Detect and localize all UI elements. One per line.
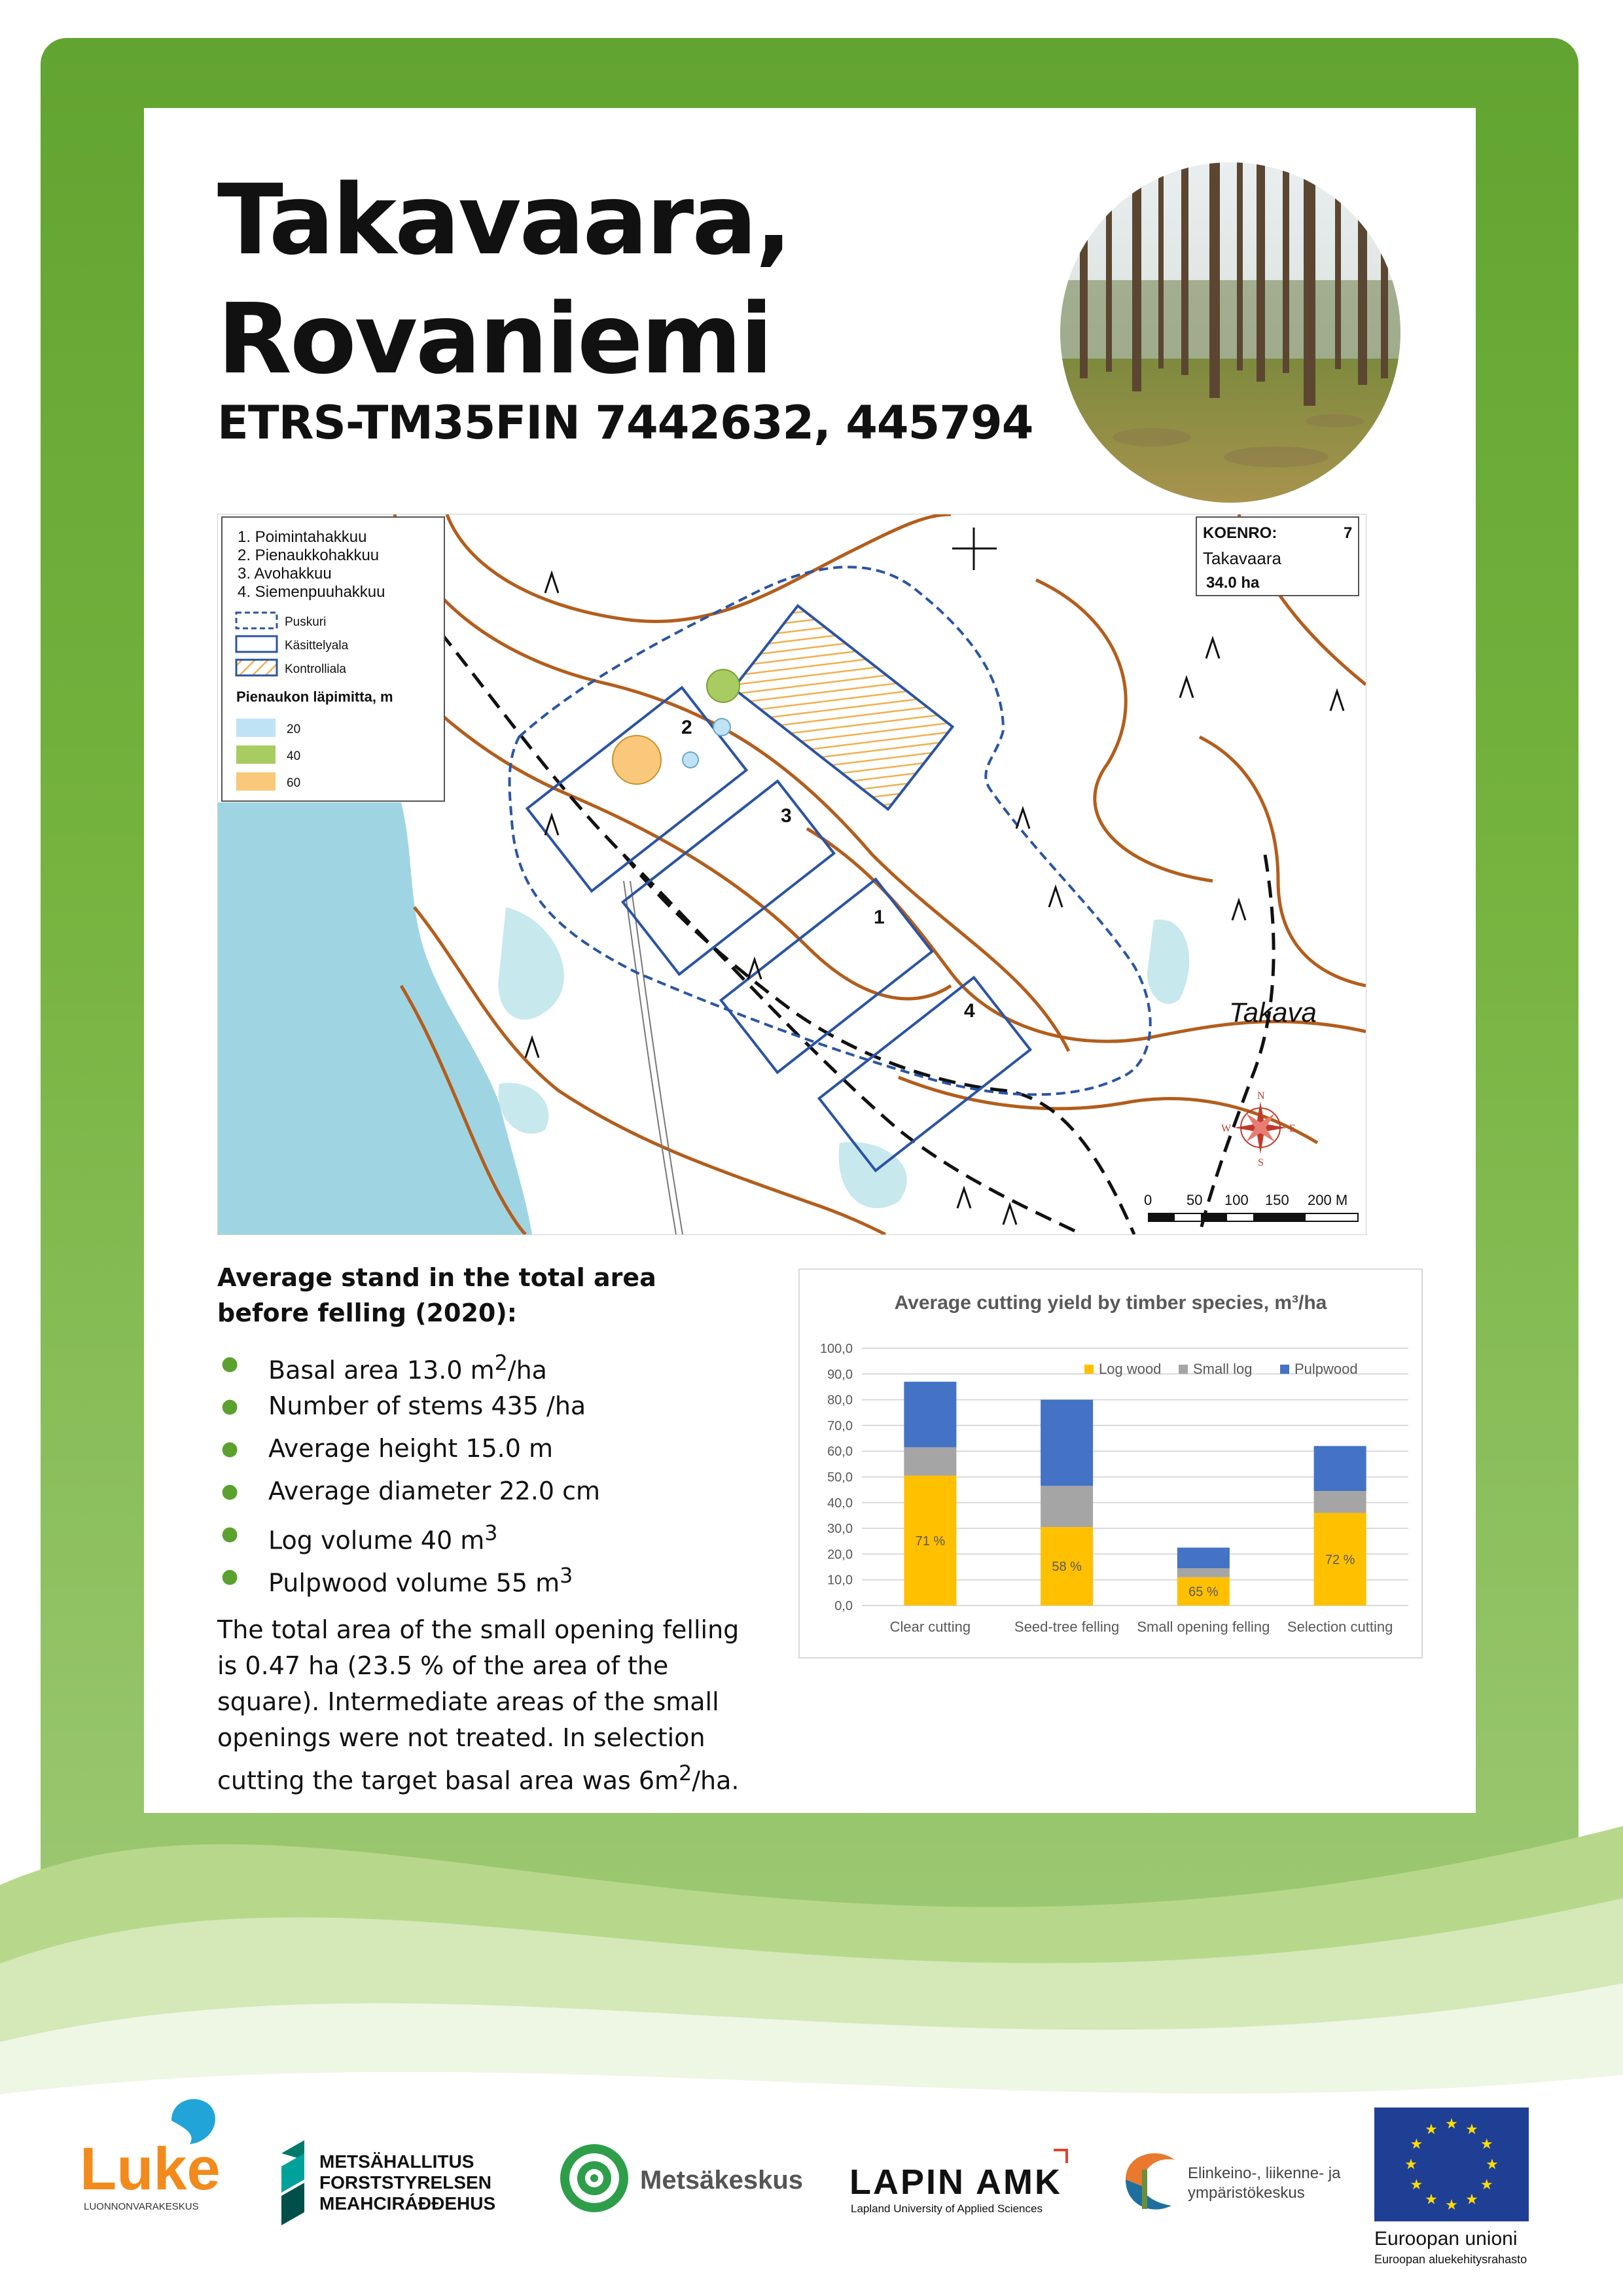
metsahallitus-line-2: FORSTSTYRELSEN xyxy=(319,2172,491,2193)
lapin-sub: Lapland University of Applied Sciences xyxy=(851,2202,1043,2215)
stand-heading-line-1: Average stand in the total area xyxy=(217,1263,656,1292)
bullet-icon: ● xyxy=(221,1522,239,1545)
stand-item-sup: 3 xyxy=(484,1522,498,1545)
legend-treatment: 3. Avohakkuu xyxy=(238,565,332,583)
legend-treatment-area: Käsittelyala xyxy=(285,639,349,653)
stand-item xyxy=(217,1385,806,1427)
stand-note-sup: 2 xyxy=(679,1762,692,1785)
y-tick-label: 10,0 xyxy=(827,1573,853,1588)
x-tick-label: Small opening felling xyxy=(1137,1619,1270,1635)
x-tick-label: Seed-tree felling xyxy=(1014,1619,1120,1635)
yield-chart xyxy=(798,1268,1423,1659)
eu-star-icon: ★ xyxy=(1465,2191,1478,2208)
legend-control-area: Kontrolliala xyxy=(285,662,346,676)
opening-20 xyxy=(683,752,698,768)
y-tick-label: 30,0 xyxy=(827,1522,853,1537)
decorative-waves xyxy=(0,1767,1623,2134)
eu-sub: Euroopan aluekehitysrahasto xyxy=(1374,2253,1527,2266)
y-tick-label: 90,0 xyxy=(827,1367,853,1382)
info-area: 34.0 ha xyxy=(1206,574,1260,592)
opening-20 xyxy=(713,719,730,736)
legend-opening-40: 40 xyxy=(287,749,301,763)
site-map xyxy=(217,514,1366,1235)
legend-opening-20: 20 xyxy=(287,723,301,736)
partner-logos xyxy=(0,2081,1623,2296)
lapin-name: LAPIN AMK xyxy=(849,2162,1062,2202)
plot-number-3: 3 xyxy=(781,805,792,827)
ely-logo xyxy=(1126,2153,1341,2210)
plot-number-2: 2 xyxy=(681,717,692,738)
stand-heading xyxy=(217,1260,806,1331)
ely-line-2: ympäristökeskus xyxy=(1188,2184,1305,2202)
y-tick-label: 40,0 xyxy=(827,1496,853,1511)
scale-label: 50 xyxy=(1186,1192,1203,1208)
info-box xyxy=(1196,517,1359,596)
x-tick-label: Selection cutting xyxy=(1287,1619,1393,1635)
plot-number-1: 1 xyxy=(874,906,885,928)
compass-s: S xyxy=(1258,1157,1264,1168)
y-tick-label: 20,0 xyxy=(827,1547,853,1562)
eu-star-icon: ★ xyxy=(1480,2176,1493,2193)
stand-item-suffix: /ha xyxy=(507,1355,547,1385)
bar-segment xyxy=(1041,1400,1093,1486)
stand-heading-line-2: before felling (2020): xyxy=(217,1299,517,1327)
opening-60 xyxy=(613,736,661,784)
stand-item xyxy=(217,1555,806,1598)
stand-item xyxy=(217,1427,806,1470)
luke-logo xyxy=(80,2099,221,2212)
legend-label: Small log xyxy=(1193,1361,1253,1377)
metsakeskus-name: Metsäkeskus xyxy=(640,2166,804,2195)
eu-star-icon: ★ xyxy=(1404,2156,1418,2172)
legend-opening-60: 60 xyxy=(287,776,301,790)
y-tick-label: 100,0 xyxy=(819,1342,853,1356)
lapin-amk-logo xyxy=(849,2150,1067,2215)
legend-swatch xyxy=(1084,1365,1094,1374)
bullet-icon: ● xyxy=(221,1352,239,1375)
bar-segment xyxy=(1314,1446,1366,1491)
y-tick-label: 0,0 xyxy=(834,1599,853,1613)
y-tick-label: 80,0 xyxy=(827,1393,853,1408)
bullet-icon: ● xyxy=(221,1395,239,1418)
compass-w: W xyxy=(1221,1123,1232,1134)
compass-n: N xyxy=(1257,1090,1265,1102)
info-name: Takavaara xyxy=(1203,548,1281,568)
stand-item-sup: 3 xyxy=(560,1564,573,1588)
bar-segment xyxy=(904,1447,956,1475)
forest-photo xyxy=(1060,162,1400,503)
legend-swatch xyxy=(1179,1365,1188,1374)
scale-label: 100 xyxy=(1224,1192,1249,1208)
metsahallitus-logo xyxy=(281,2140,495,2225)
bullet-icon: ● xyxy=(221,1480,239,1503)
yield-chart-svg xyxy=(800,1270,1421,1657)
stand-note-end: /ha. xyxy=(692,1766,740,1795)
metsakeskus-logo xyxy=(560,2144,803,2212)
eu-star-icon: ★ xyxy=(1445,2115,1458,2132)
chart-title: Average cutting yield by timber species, m³/ha xyxy=(894,1292,1327,1314)
stand-note xyxy=(217,1612,754,1799)
stand-note-text: The total area of the small opening felling is 0.47 ha (23.5 % of the area of the square). Intermediate areas of the small openings were not treated. In selection cutting the target basal area was 6m xyxy=(217,1615,740,1795)
page-title xyxy=(217,160,790,399)
stand-item xyxy=(217,1470,806,1513)
title-line-2: Rovaniemi xyxy=(217,283,772,395)
koenro-label: KOENRO: xyxy=(1203,524,1277,542)
scale-label: 200 M xyxy=(1308,1192,1348,1208)
stand-item-text: Number of stems 435 /ha xyxy=(268,1391,586,1420)
eu-star-icon: ★ xyxy=(1486,2156,1499,2172)
koenro-value: 7 xyxy=(1344,524,1353,542)
eu-star-icon: ★ xyxy=(1410,2176,1423,2193)
data-label: 72 % xyxy=(1325,1552,1355,1568)
bar-segment xyxy=(1314,1491,1366,1513)
bar-segment xyxy=(904,1382,956,1447)
y-tick-label: 70,0 xyxy=(827,1418,853,1433)
scale-label: 0 xyxy=(1144,1192,1152,1208)
stand-item-sup: 2 xyxy=(494,1352,508,1375)
data-label: 71 % xyxy=(915,1534,946,1549)
bar-segment xyxy=(1177,1568,1230,1577)
eu-star-icon: ★ xyxy=(1425,2121,1438,2138)
stand-description xyxy=(217,1260,806,1799)
stand-item-text: Pulpwood volume 55 m xyxy=(268,1568,560,1598)
ely-line-1: Elinkeino-, liikenne- ja xyxy=(1188,2164,1341,2182)
title-line-1: Takavaara, xyxy=(217,164,791,276)
stand-item xyxy=(217,1513,806,1555)
legend-buffer: Puskuri xyxy=(285,615,327,629)
opening-40 xyxy=(707,670,740,702)
map-legend xyxy=(222,517,444,801)
metsahallitus-line-1: METSÄHALLITUS xyxy=(319,2151,474,2172)
stand-item-text: Log volume 40 m xyxy=(268,1526,485,1555)
eu-flag-logo xyxy=(1374,2108,1529,2266)
legend-label: Log wood xyxy=(1099,1361,1162,1377)
compass-e: E xyxy=(1289,1123,1296,1134)
bullet-icon: ● xyxy=(221,1565,239,1588)
luke-sub: LUONNONVARAKESKUS xyxy=(84,2201,199,2212)
legend-treatment: 1. Poimintahakkuu xyxy=(238,528,367,546)
stand-item-text: Average height 15.0 m xyxy=(268,1434,554,1463)
x-tick-label: Clear cutting xyxy=(889,1619,971,1635)
luke-name: Luke xyxy=(80,2136,221,2202)
legend-swatch xyxy=(1280,1365,1289,1374)
metsahallitus-line-3: MEAHCIRÁÐÐEHUS xyxy=(319,2193,496,2214)
plot-number-4: 4 xyxy=(964,1000,975,1022)
stand-item-text: Average diameter 22.0 cm xyxy=(268,1477,601,1505)
eu-star-icon: ★ xyxy=(1410,2136,1423,2152)
bar-segment xyxy=(1041,1486,1093,1527)
stand-item-text: Basal area 13.0 m xyxy=(268,1355,495,1385)
eu-star-icon: ★ xyxy=(1425,2191,1438,2208)
coordinates: ETRS-TM35FIN 7442632, 445794 xyxy=(217,396,1033,450)
bar-segment xyxy=(1177,1548,1230,1568)
bullet-icon: ● xyxy=(221,1437,239,1460)
eu-star-icon: ★ xyxy=(1445,2197,1458,2213)
legend-opening-title: Pienaukon läpimitta, m xyxy=(236,689,393,705)
eu-star-icon: ★ xyxy=(1465,2121,1478,2138)
legend-label: Pulpwood xyxy=(1294,1361,1358,1377)
legend-treatment: 4. Siemenpuuhakkuu xyxy=(238,583,385,601)
data-label: 65 % xyxy=(1188,1585,1219,1600)
stand-item xyxy=(217,1342,806,1385)
stand-list xyxy=(217,1342,806,1598)
y-tick-label: 50,0 xyxy=(827,1470,853,1485)
y-tick-label: 60,0 xyxy=(827,1444,853,1460)
scale-label: 150 xyxy=(1265,1192,1289,1208)
place-label: Takava xyxy=(1229,997,1317,1028)
eu-star-icon: ★ xyxy=(1480,2136,1493,2152)
eu-name: Euroopan unioni xyxy=(1374,2228,1518,2250)
legend-treatment: 2. Pienaukkohakkuu xyxy=(238,547,380,564)
data-label: 58 % xyxy=(1052,1560,1082,1575)
